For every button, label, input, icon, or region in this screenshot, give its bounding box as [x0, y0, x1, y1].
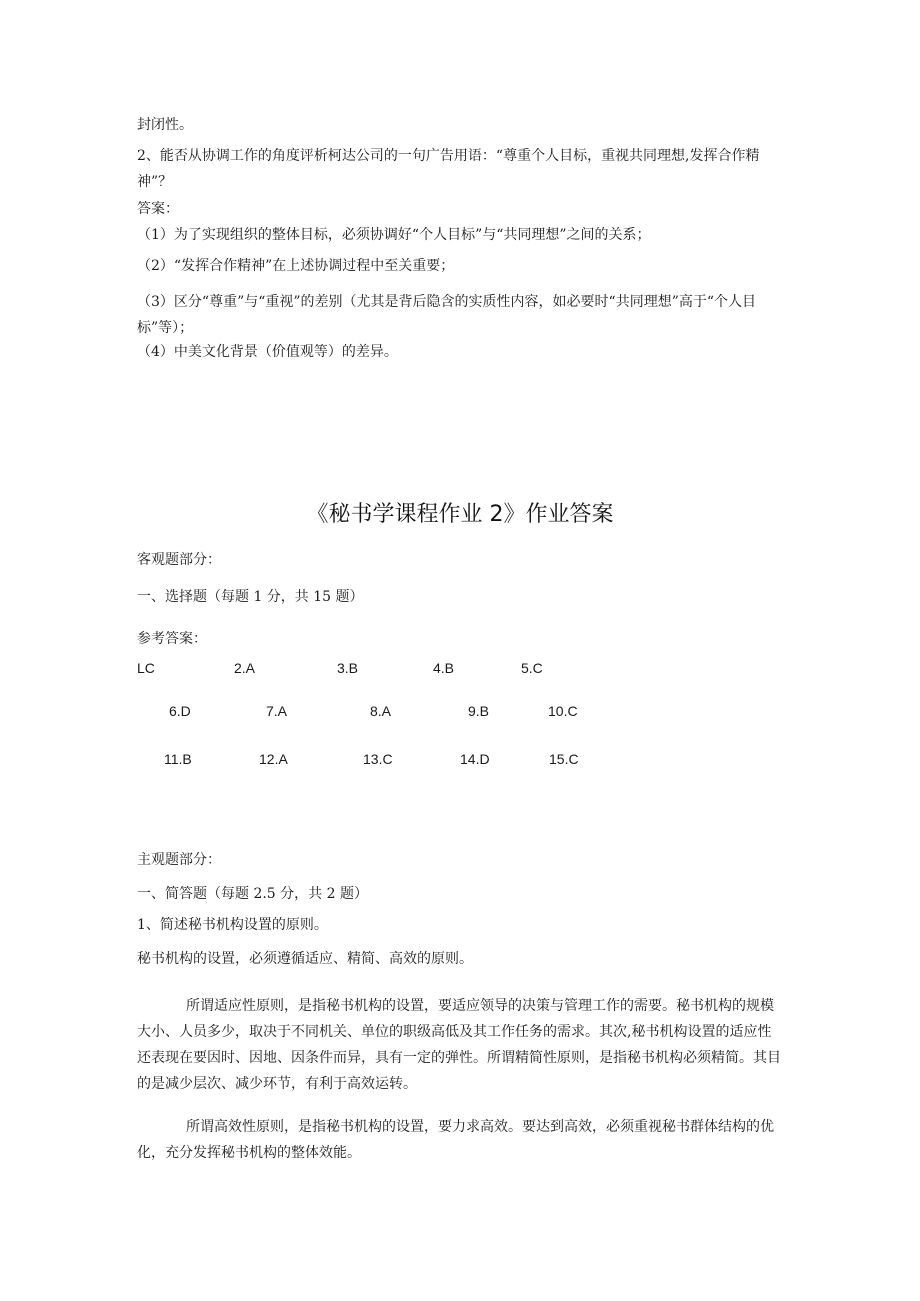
short-answer-section-heading: 一、简答题（每题 2.5 分，共 2 题）	[137, 886, 368, 902]
answer-item: 4.B	[433, 660, 455, 676]
paragraph-efficiency: 所谓高效性原则，是指秘书机构的设置，要力求高效。要达到高效，必须重视秘书群体结构的优化，充分发挥秘书机构的整体效能。	[137, 1119, 774, 1161]
question-2: 2、能否从协调工作的角度评析柯达公司的一句广告用语：“尊重个人目标，重视共同理想,发挥合作精神”？	[137, 148, 760, 190]
paragraph-adaptability: 所谓适应性原则，是指秘书机构的设置，要适应领导的决策与管理工作的需要。秘书机构的规模大小、人员多少，取决于不同机关、单位的职级高低及其工作任务的需求。其次,秘书机构设置的适应性还表现在要因时、因地、因条件而异，具有一定的弹性。所谓精简性原则，是指秘书机构必须精简。其目的是减少层次、减少环节，有利于高效运转。	[137, 998, 781, 1092]
answer-item: 5.C	[521, 660, 543, 676]
answer-item: 11.B	[164, 751, 192, 767]
answer-item: LC	[137, 660, 155, 676]
answer-point-1: （1）为了实现组织的整体目标，必须协调好“个人目标”与“共同理想”之间的关系；	[137, 227, 651, 243]
answer-item: 10.C	[548, 703, 578, 719]
answer-item: 13.C	[363, 751, 393, 767]
subjective-heading: 主观题部分：	[137, 852, 221, 868]
short-answer-question-1: 1、简述秘书机构设置的原则。	[137, 917, 328, 933]
reference-answer-label: 参考答案：	[137, 631, 207, 647]
prev-fragment: 封闭性。	[137, 117, 193, 133]
answer-point-4: （4）中美文化背景（价值观等）的差异。	[137, 344, 398, 360]
answer-summary: 秘书机构的设置，必须遵循适应、精简、高效的原则。	[137, 951, 473, 967]
answer-item: 2.A	[234, 660, 256, 676]
answer-item: 9.B	[468, 703, 490, 719]
answer-item: 15.C	[549, 751, 579, 767]
answer-item: 8.A	[370, 703, 392, 719]
objective-heading: 客观题部分：	[137, 552, 221, 568]
choice-section-heading: 一、选择题（每题 1 分，共 15 题）	[137, 589, 364, 605]
answer-label: 答案：	[137, 201, 179, 217]
answer-item: 3.B	[337, 660, 359, 676]
page-title: 《秘书学课程作业 2》作业答案	[306, 502, 614, 527]
answer-item: 12.A	[259, 751, 288, 767]
answer-item: 14.D	[460, 751, 490, 767]
answer-point-3: （3）区分“尊重”与“重视”的差别（尤其是背后隐含的实质性内容，如必要时“共同理想”高于“个人目标”等）；	[137, 294, 757, 336]
answer-item: 7.A	[266, 703, 288, 719]
answer-point-2: （2）“发挥合作精神”在上述协调过程中至关重要；	[137, 258, 455, 274]
answer-item: 6.D	[169, 703, 191, 719]
